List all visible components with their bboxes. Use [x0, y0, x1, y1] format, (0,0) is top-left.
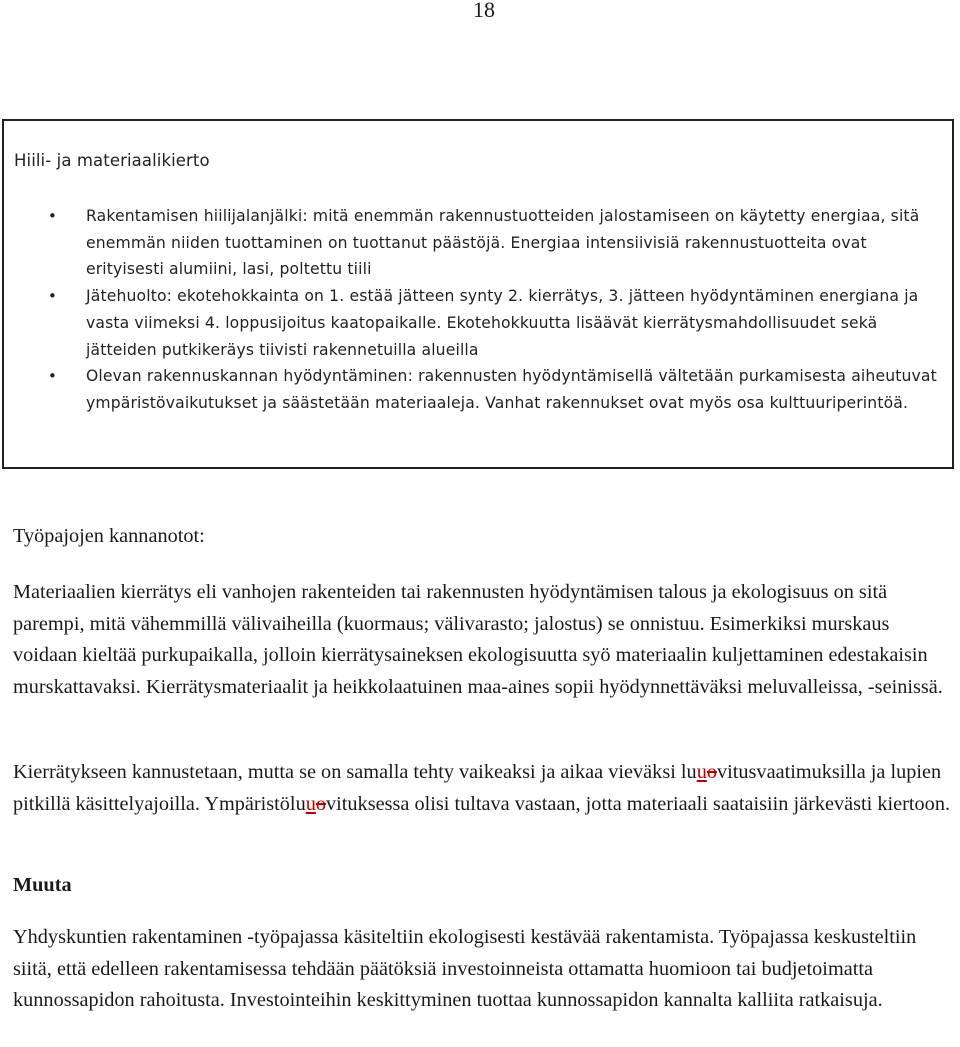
- paragraph-recycling: Materiaalien kierrätys eli vanhojen rakenteiden tai rakennusten hyödyntämisen talous ja ekologisuus on sitä parempi, mitä vähemmillä välivaiheilla (kuormaus; välivarasto; jalostus) se onnistuu. Esimerkiksi murskaus voidaan kieltää purkupaikalla, jolloin kierrätysaineksen ekologisuutta syö materiaalin kuljettaminen edestakaisin murskattavaksi. Kierrätysmateriaalit ja heikkolaatuinen maa-aines sopii hyödynnettäväksi meluvalleissa, -seinissä.: [13, 581, 943, 699]
- box-title: Hiili- ja materiaalikierto: [14, 151, 210, 170]
- bullet-icon: •: [48, 367, 57, 386]
- tracked-deletion: o: [706, 761, 717, 783]
- tracked-insertion: u: [696, 761, 707, 783]
- text-run: Kierrätykseen kannustetaan, mutta se on samalla tehty vaikeaksi ja aikaa vieväksi lu: [13, 761, 697, 783]
- info-box: [2, 119, 954, 469]
- tracked-deletion: o: [315, 792, 326, 815]
- page-number: 18: [473, 0, 495, 22]
- paragraph-community: Yhdyskuntien rakentaminen -työpajassa käsiteltiin ekologisesti kestävää rakentamista. Työpajassa keskusteltiin siitä, että edelleen rakentamisessa tehdään päätöksiä investoinneista ottamatta huomioon tai budjetoimatta kunnossapidon rahoitusta. Investointeihin keskittyminen tuottaa kunnossapidon kannalta kalliita ratkaisuja.: [13, 926, 917, 1012]
- bullet-list: [4, 203, 952, 417]
- bullet-icon: •: [48, 207, 57, 225]
- paragraph-incentives: [13, 757, 958, 820]
- bullet-item: [4, 283, 952, 363]
- muuta-heading: Muuta: [13, 874, 72, 896]
- bullet-text: Olevan rakennuskannan hyödyntäminen: rakennusten hyödyntämisellä vältetään purkamisesta aiheutuvat ympäristövaikutukset ja säästetään materiaaleja. Vanhat rakennukset ovat myös osa kulttuuriperintöä.: [86, 367, 937, 412]
- bullet-item: [4, 203, 952, 283]
- tracked-insertion: u: [305, 792, 316, 815]
- text-run: vitusvaatimuksilla ja lupien pitkillä käsittelyajoilla. Ympäristölu: [13, 761, 942, 815]
- section-heading: Työpajojen kannanotot:: [13, 525, 205, 547]
- bullet-text: Jätehuolto: ekotehokkainta on 1. estää jätteen synty 2. kierrätys, 3. jätteen hyödyntäminen energiana ja vasta viimeksi 4. loppusijoitus kaatopaikalle. Ekotehokkuutta lisäävät kierrätysmahdollisuudet sekä jätteiden putkikeräys tiivisti rakennetuilla alueilla: [86, 287, 919, 359]
- bullet-item: [4, 363, 952, 416]
- bullet-text: Rakentamisen hiilijalanjälki: mitä enemmän rakennustuotteiden jalostamiseen on käytetty energiaa, sitä enemmän niiden tuottaminen on tuottanut päästöjä. Energiaa intensiivisiä rakennustuotteita ovat erityisesti alumiini, lasi, poltettu tiili: [86, 207, 920, 279]
- bullet-icon: •: [48, 287, 57, 306]
- text-run: vituksessa olisi tultava vastaan, jotta materiaali saataisiin järkevästi kiertoon.: [326, 792, 951, 815]
